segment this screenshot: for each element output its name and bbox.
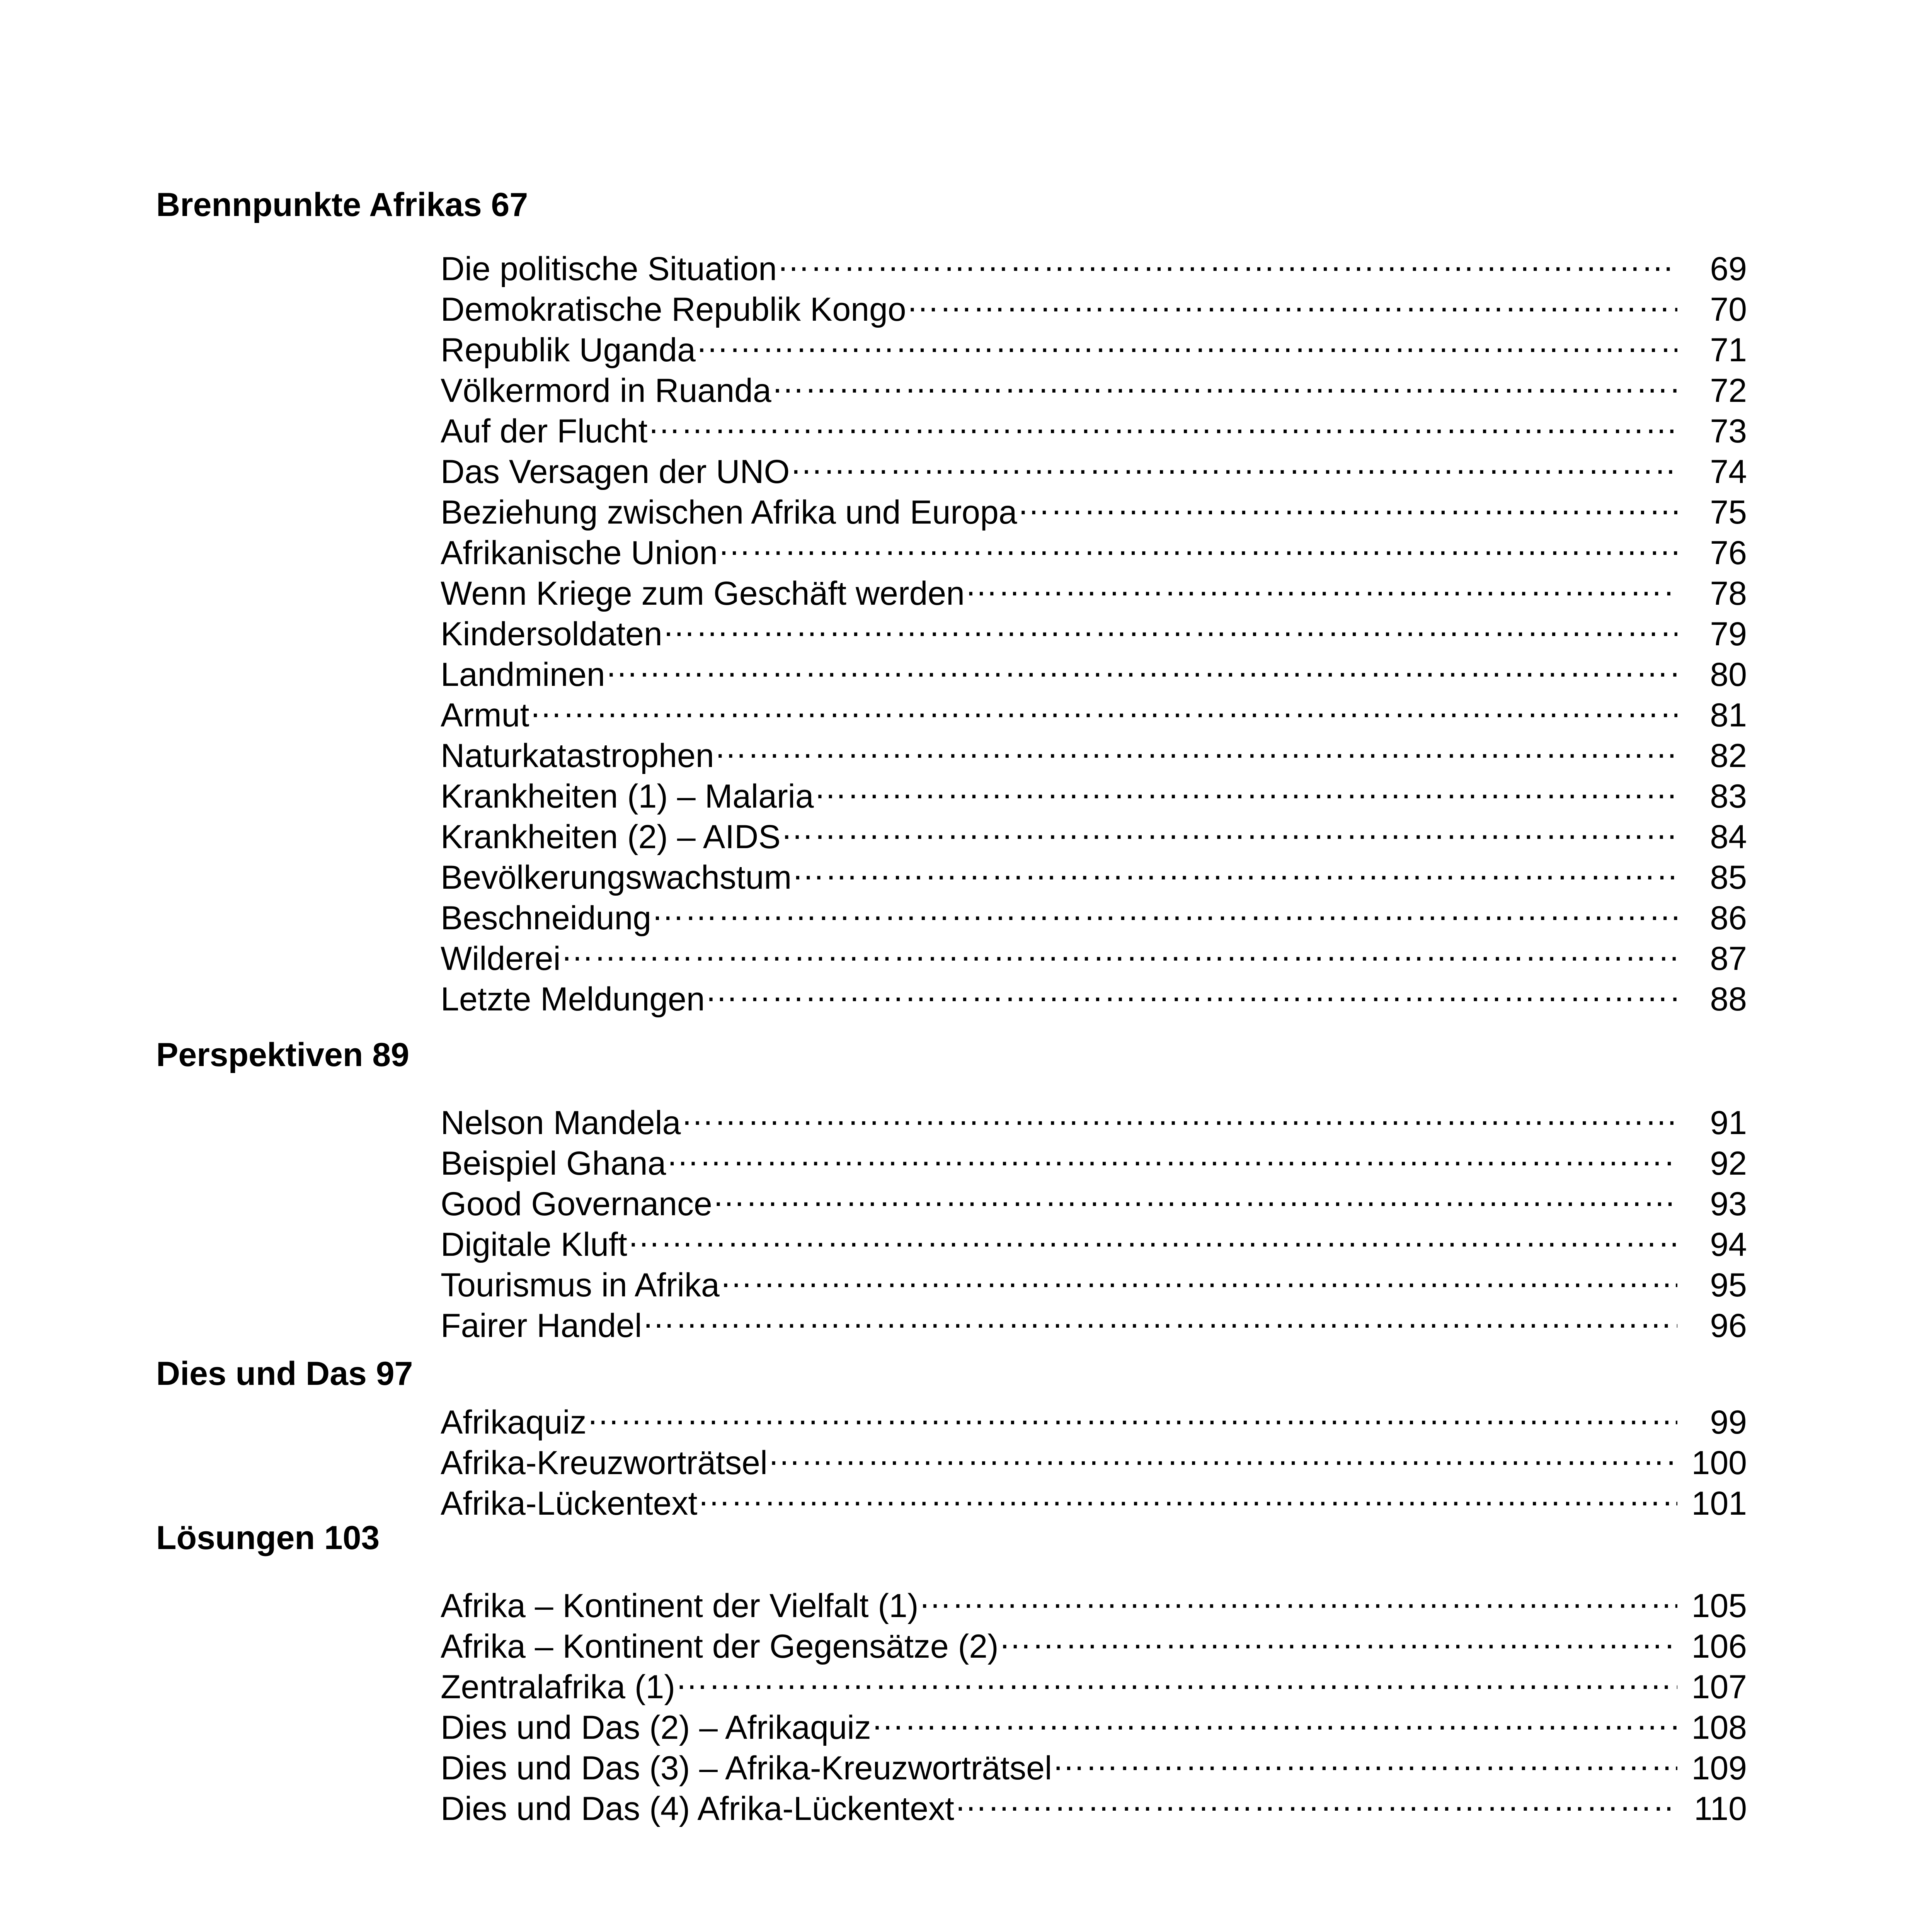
toc-entry <box>441 1577 1747 1624</box>
toc-entry <box>441 726 1747 774</box>
toc-entry <box>441 402 1747 450</box>
entry-page-number: 105 <box>1691 1587 1747 1624</box>
entry-page-number: 101 <box>1691 1485 1747 1522</box>
entry-title: Afrikanische Union <box>441 534 718 571</box>
toc-entry <box>441 280 1747 328</box>
dot-leader <box>696 321 1677 361</box>
toc-entry <box>441 1215 1747 1263</box>
entry-page-number: 109 <box>1691 1750 1747 1787</box>
entry-title: Letzte Meldungen <box>441 981 705 1018</box>
entry-page-number: 107 <box>1691 1668 1747 1706</box>
dot-leader <box>681 1094 1677 1134</box>
entry-page-number: 70 <box>1710 291 1747 328</box>
entry-title: Wenn Kriege zum Geschäft werden <box>441 575 965 612</box>
dot-leader <box>1017 483 1677 524</box>
dot-leader <box>642 1296 1677 1337</box>
entry-page-number: 83 <box>1710 778 1747 815</box>
entry-page-number: 88 <box>1710 981 1747 1018</box>
entry-page-number: 76 <box>1710 534 1747 571</box>
toc-entry <box>441 524 1747 571</box>
toc-entry <box>441 1434 1747 1481</box>
toc-entry <box>441 645 1747 693</box>
toc-entry <box>441 929 1747 977</box>
entry-title: Bevölkerungswachstum <box>441 859 792 896</box>
dot-leader <box>792 848 1677 889</box>
entry-title: Kindersoldaten <box>441 616 662 653</box>
dot-leader <box>781 808 1677 848</box>
section-heading: Lösungen 103 <box>156 1519 380 1556</box>
entry-title: Republik Uganda <box>441 332 696 369</box>
entry-title: Krankheiten (1) – Malaria <box>441 778 814 815</box>
toc-entry <box>441 605 1747 653</box>
dot-leader <box>651 889 1677 929</box>
entry-page-number: 78 <box>1710 575 1747 612</box>
section-heading: Brennpunkte Afrikas 67 <box>156 186 528 223</box>
entry-page-number: 73 <box>1710 413 1747 450</box>
entry-title: Good Governance <box>441 1185 712 1223</box>
toc-entry <box>441 1094 1747 1141</box>
dot-leader <box>697 1474 1677 1515</box>
toc-entry <box>441 564 1747 612</box>
entry-title: Krankheiten (2) – AIDS <box>441 818 781 855</box>
toc-entry <box>441 767 1747 815</box>
entry-page-number: 93 <box>1710 1185 1747 1223</box>
dot-leader <box>647 402 1677 442</box>
entry-title: Dies und Das (2) – Afrikaquiz <box>441 1709 871 1746</box>
entry-title: Landminen <box>441 656 605 693</box>
dot-leader <box>662 605 1677 645</box>
toc-entry <box>441 1134 1747 1182</box>
dot-leader <box>777 240 1677 280</box>
dot-leader <box>627 1215 1677 1256</box>
section-heading: Perspektiven 89 <box>156 1036 409 1073</box>
entry-page-number: 99 <box>1710 1404 1747 1441</box>
toc-entry <box>441 970 1747 1018</box>
entry-title: Beispiel Ghana <box>441 1145 666 1182</box>
entry-title: Fairer Handel <box>441 1307 642 1344</box>
dot-leader <box>954 1779 1677 1820</box>
toc-entry <box>441 321 1747 369</box>
dot-leader <box>720 1256 1677 1296</box>
entry-title: Das Versagen der UNO <box>441 453 790 490</box>
entry-page-number: 72 <box>1710 372 1747 409</box>
toc-entry <box>441 361 1747 409</box>
entry-page-number: 86 <box>1710 900 1747 937</box>
dot-leader <box>871 1698 1677 1739</box>
dot-leader <box>529 686 1677 726</box>
entry-title: Tourismus in Afrika <box>441 1267 720 1304</box>
dot-leader <box>705 970 1677 1010</box>
entry-page-number: 91 <box>1710 1104 1747 1141</box>
section-heading: Dies und Das 97 <box>156 1355 413 1392</box>
toc-entry <box>441 848 1747 896</box>
entry-page-number: 95 <box>1710 1267 1747 1304</box>
toc-entry <box>441 1175 1747 1223</box>
entry-page-number: 87 <box>1710 940 1747 977</box>
entry-page-number: 96 <box>1710 1307 1747 1344</box>
entry-title: Demokratische Republik Kongo <box>441 291 906 328</box>
toc-entry <box>441 686 1747 734</box>
entry-title: Afrika – Kontinent der Vielfalt (1) <box>441 1587 919 1624</box>
dot-leader <box>1052 1739 1677 1779</box>
entry-title: Die politische Situation <box>441 250 777 287</box>
entry-page-number: 100 <box>1691 1444 1747 1481</box>
entry-title: Zentralafrika (1) <box>441 1668 675 1706</box>
entry-page-number: 110 <box>1694 1790 1747 1827</box>
toc-entry <box>441 1256 1747 1304</box>
entry-page-number: 92 <box>1710 1145 1747 1182</box>
entry-page-number: 71 <box>1710 332 1747 369</box>
dot-leader <box>675 1658 1677 1698</box>
entry-title: Wilderei <box>441 940 561 977</box>
entry-page-number: 69 <box>1710 250 1747 287</box>
dot-leader <box>814 767 1677 808</box>
dot-leader <box>718 524 1677 564</box>
entry-page-number: 74 <box>1710 453 1747 490</box>
entry-page-number: 80 <box>1710 656 1747 693</box>
toc-entry <box>441 483 1747 531</box>
entry-title: Beschneidung <box>441 900 652 937</box>
toc-entry <box>441 1739 1747 1787</box>
toc-entry <box>441 240 1747 287</box>
entry-page-number: 85 <box>1710 859 1747 896</box>
entry-page-number: 108 <box>1691 1709 1747 1746</box>
entry-page-number: 94 <box>1710 1226 1747 1263</box>
entry-page-number: 82 <box>1710 737 1747 774</box>
dot-leader <box>768 1434 1677 1474</box>
dot-leader <box>919 1577 1677 1617</box>
entry-title: Armut <box>441 697 529 734</box>
toc-entry <box>441 1296 1747 1344</box>
dot-leader <box>605 645 1677 686</box>
entry-title: Dies und Das (3) – Afrika-Kreuzworträtsel <box>441 1750 1052 1787</box>
entry-title: Afrika – Kontinent der Gegensätze (2) <box>441 1628 999 1665</box>
dot-leader <box>965 564 1677 605</box>
dot-leader <box>999 1617 1677 1658</box>
entry-page-number: 81 <box>1710 697 1747 734</box>
dot-leader <box>561 929 1677 970</box>
entry-title: Afrika-Kreuzworträtsel <box>441 1444 768 1481</box>
dot-leader <box>666 1134 1677 1175</box>
toc-entry <box>441 1698 1747 1746</box>
entry-title: Afrikaquiz <box>441 1404 587 1441</box>
toc-entry <box>441 1779 1747 1827</box>
entry-title: Afrika-Lückentext <box>441 1485 698 1522</box>
entry-page-number: 75 <box>1710 494 1747 531</box>
dot-leader <box>712 1175 1677 1215</box>
toc-entry <box>441 1474 1747 1522</box>
entry-title: Beziehung zwischen Afrika und Europa <box>441 494 1017 531</box>
toc-entry <box>441 889 1747 937</box>
entry-title: Nelson Mandela <box>441 1104 681 1141</box>
entry-title: Naturkatastrophen <box>441 737 714 774</box>
entry-page-number: 106 <box>1691 1628 1747 1665</box>
entry-title: Dies und Das (4) Afrika-Lückentext <box>441 1790 954 1827</box>
entry-title: Völkermord in Ruanda <box>441 372 771 409</box>
dot-leader <box>906 280 1677 321</box>
dot-leader <box>771 361 1677 402</box>
dot-leader <box>790 442 1677 483</box>
entry-title: Auf der Flucht <box>441 413 648 450</box>
toc-entry <box>441 442 1747 490</box>
entry-page-number: 79 <box>1710 616 1747 653</box>
dot-leader <box>714 726 1677 767</box>
toc-entry <box>441 1393 1747 1441</box>
entry-page-number: 84 <box>1710 818 1747 855</box>
toc-entry <box>441 808 1747 855</box>
dot-leader <box>587 1393 1677 1434</box>
entry-title: Digitale Kluft <box>441 1226 627 1263</box>
toc-entry <box>441 1658 1747 1706</box>
toc-entry <box>441 1617 1747 1665</box>
